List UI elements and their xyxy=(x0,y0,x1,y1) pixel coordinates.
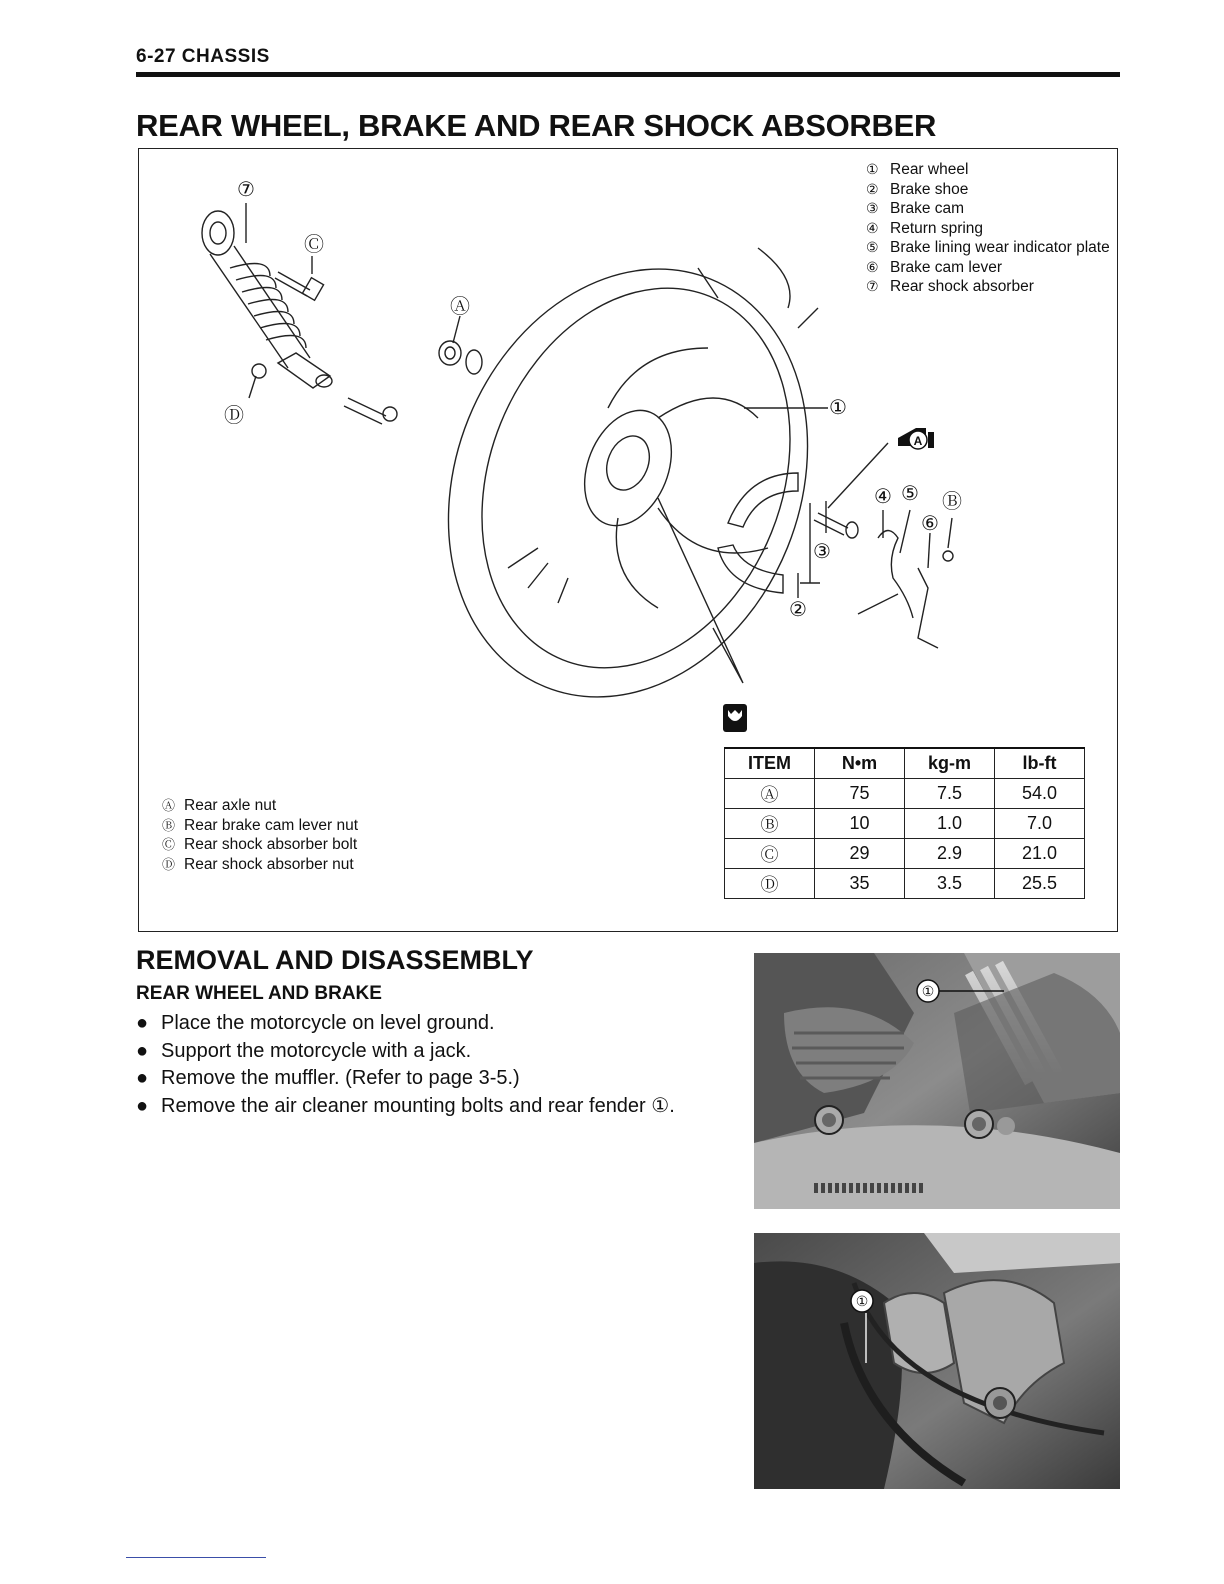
table-cell: Ⓓ xyxy=(725,869,815,899)
legend-item: Ⓓ Rear shock absorber nut xyxy=(162,855,354,873)
legend-item: ④ Return spring xyxy=(866,219,984,237)
callout-1: ① xyxy=(829,397,847,419)
column-header: ITEM xyxy=(725,748,815,779)
legend-item: ⑤ Brake lining wear indicator plate xyxy=(866,239,1110,256)
legend-item: ⑥ Brake cam lever xyxy=(866,258,1002,276)
legend-item: ② Brake shoe xyxy=(866,180,969,198)
photo-rear-fender xyxy=(754,953,1120,1209)
torque-wrench-icon xyxy=(723,704,747,732)
callout-2: ② xyxy=(789,599,807,621)
legend-item: ③ Brake cam xyxy=(866,200,965,217)
bullet-icon: ● xyxy=(136,1094,149,1117)
table-cell: Ⓑ xyxy=(725,809,815,839)
column-header: N•m xyxy=(815,748,905,779)
list-item: ● Place the motorcycle on level ground. xyxy=(136,1010,726,1038)
column-header: lb-ft xyxy=(995,748,1085,779)
list-item: ● Support the motorcycle with a jack. xyxy=(136,1038,726,1066)
table-cell: 7.5 xyxy=(905,779,995,809)
axle-nut-drawing xyxy=(439,341,482,374)
callout-a: Ⓐ xyxy=(450,296,470,318)
bullet-icon: ● xyxy=(136,1067,149,1089)
table-cell: 35 xyxy=(815,869,905,899)
torque-table xyxy=(724,747,1085,899)
table-cell: 10 xyxy=(815,809,905,839)
table-row xyxy=(725,779,1085,809)
table-cell: 25.5 xyxy=(995,869,1085,899)
brake-shoe-drawing xyxy=(718,473,820,593)
photo-air-cleaner xyxy=(754,1233,1120,1489)
callout-6: ⑥ xyxy=(921,513,939,535)
section-title: REAR WHEEL, BRAKE AND REAR SHOCK ABSORBER xyxy=(136,108,937,143)
page-header: 6-27 CHASSIS xyxy=(136,46,270,67)
table-cell: 29 xyxy=(815,839,905,869)
table-cell: 7.0 xyxy=(995,809,1085,839)
table-cell: 1.0 xyxy=(905,809,995,839)
leader-lines xyxy=(246,203,952,683)
callout-4: ④ xyxy=(874,486,892,508)
photo-callout-1: ① xyxy=(855,1293,869,1309)
table-cell: 75 xyxy=(815,779,905,809)
table-row xyxy=(725,809,1085,839)
table-cell: 54.0 xyxy=(995,779,1085,809)
removal-subtitle: REAR WHEEL AND BRAKE xyxy=(136,983,382,1004)
callout-c: Ⓒ xyxy=(304,234,324,256)
callout-3: ③ xyxy=(813,541,831,563)
callout-5: ⑤ xyxy=(901,483,919,505)
table-cell: 21.0 xyxy=(995,839,1085,869)
svg-text:A: A xyxy=(913,434,923,448)
legend-item: ① Rear wheel xyxy=(866,161,969,178)
bullet-icon: ● xyxy=(136,1039,149,1062)
legend-item: Ⓐ Rear axle nut xyxy=(162,797,277,814)
column-header: kg-m xyxy=(905,748,995,779)
table-row xyxy=(725,839,1085,869)
shock-absorber-drawing xyxy=(202,211,397,424)
table-cell: Ⓒ xyxy=(725,839,815,869)
fastener-legend xyxy=(162,796,358,874)
legend-item: Ⓑ Rear brake cam lever nut xyxy=(162,816,359,834)
header-rule xyxy=(136,72,1120,77)
list-item: ● Remove the air cleaner mounting bolts and rear fender ①. xyxy=(136,1093,726,1121)
bullet-icon: ● xyxy=(136,1012,149,1034)
table-cell: 2.9 xyxy=(905,839,995,869)
removal-title: REMOVAL AND DISASSEMBLY xyxy=(136,945,534,975)
parts-legend xyxy=(866,160,1112,297)
footer-link-line xyxy=(126,1557,266,1558)
table-cell: Ⓐ xyxy=(725,779,815,809)
grease-symbol-icon xyxy=(898,428,934,449)
table-row xyxy=(725,869,1085,899)
table-header-row xyxy=(725,748,1085,779)
callout-b: Ⓑ xyxy=(942,491,962,513)
photo-callout-1: ① xyxy=(921,983,935,999)
legend-item: ⑦ Rear shock absorber xyxy=(866,278,1034,295)
table-cell: 3.5 xyxy=(905,869,995,899)
step-list xyxy=(136,1010,726,1120)
callout-d: Ⓓ xyxy=(224,405,244,427)
callout-7: ⑦ xyxy=(237,179,255,201)
list-item: ● Remove the muffler. (Refer to page 3-5.) xyxy=(136,1065,726,1093)
legend-item: Ⓒ Rear shock absorber bolt xyxy=(162,836,358,853)
